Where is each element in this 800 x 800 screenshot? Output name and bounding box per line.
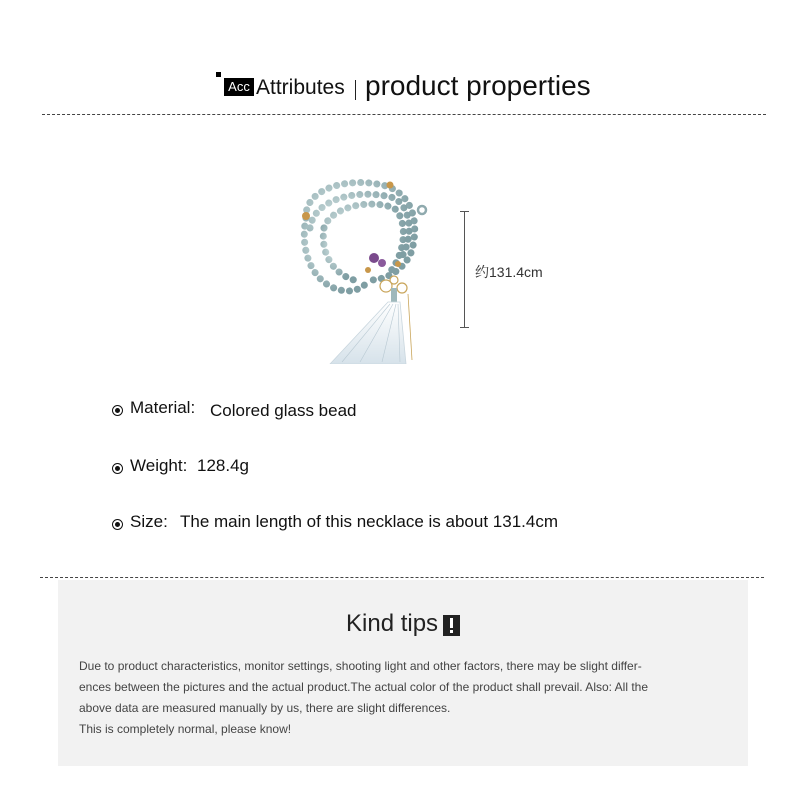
header-subtitle: Attributes xyxy=(256,76,345,99)
necklace-illustration xyxy=(290,168,430,364)
tips-line: ences between the pictures and the actual product.The actual color of the product shall prevail. Also: All the xyxy=(79,680,649,694)
product-image xyxy=(290,168,430,364)
spec-label: Weight: xyxy=(130,456,188,475)
dimension-line xyxy=(464,211,465,328)
spec-value: 128.4g xyxy=(197,456,249,475)
tips-line: Due to product characteristics, monitor settings, shooting light and other factors, there may be slight differ- xyxy=(79,659,642,673)
middle-divider xyxy=(40,577,764,578)
exclamation-icon xyxy=(443,615,460,636)
header-separator xyxy=(355,80,356,100)
attributes-header xyxy=(0,68,800,108)
spec-label: Material: xyxy=(130,398,196,417)
top-divider xyxy=(42,114,766,115)
spec-value: Colored glass bead xyxy=(210,401,357,420)
bullet-icon xyxy=(112,405,123,416)
kind-tips-panel xyxy=(58,580,748,766)
header-badge: Acc xyxy=(224,78,254,96)
spec-label: Size: xyxy=(130,512,168,531)
bullet-icon xyxy=(112,463,123,474)
dimension-tick-bottom xyxy=(460,327,469,328)
bullet-icon xyxy=(112,519,123,530)
header-dot xyxy=(216,72,221,77)
tips-text xyxy=(79,656,739,740)
spec-value: The main length of this necklace is about 131.4cm xyxy=(180,512,558,531)
page-title: product properties xyxy=(365,70,591,101)
dimension-tick-top xyxy=(460,211,469,212)
tips-line: above data are measured manually by us, there are slight differences. xyxy=(79,701,451,715)
tips-line: This is completely normal, please know! xyxy=(79,722,292,736)
tips-title: Kind tips xyxy=(346,610,439,637)
dimension-label: 约131.4cm xyxy=(475,264,543,280)
